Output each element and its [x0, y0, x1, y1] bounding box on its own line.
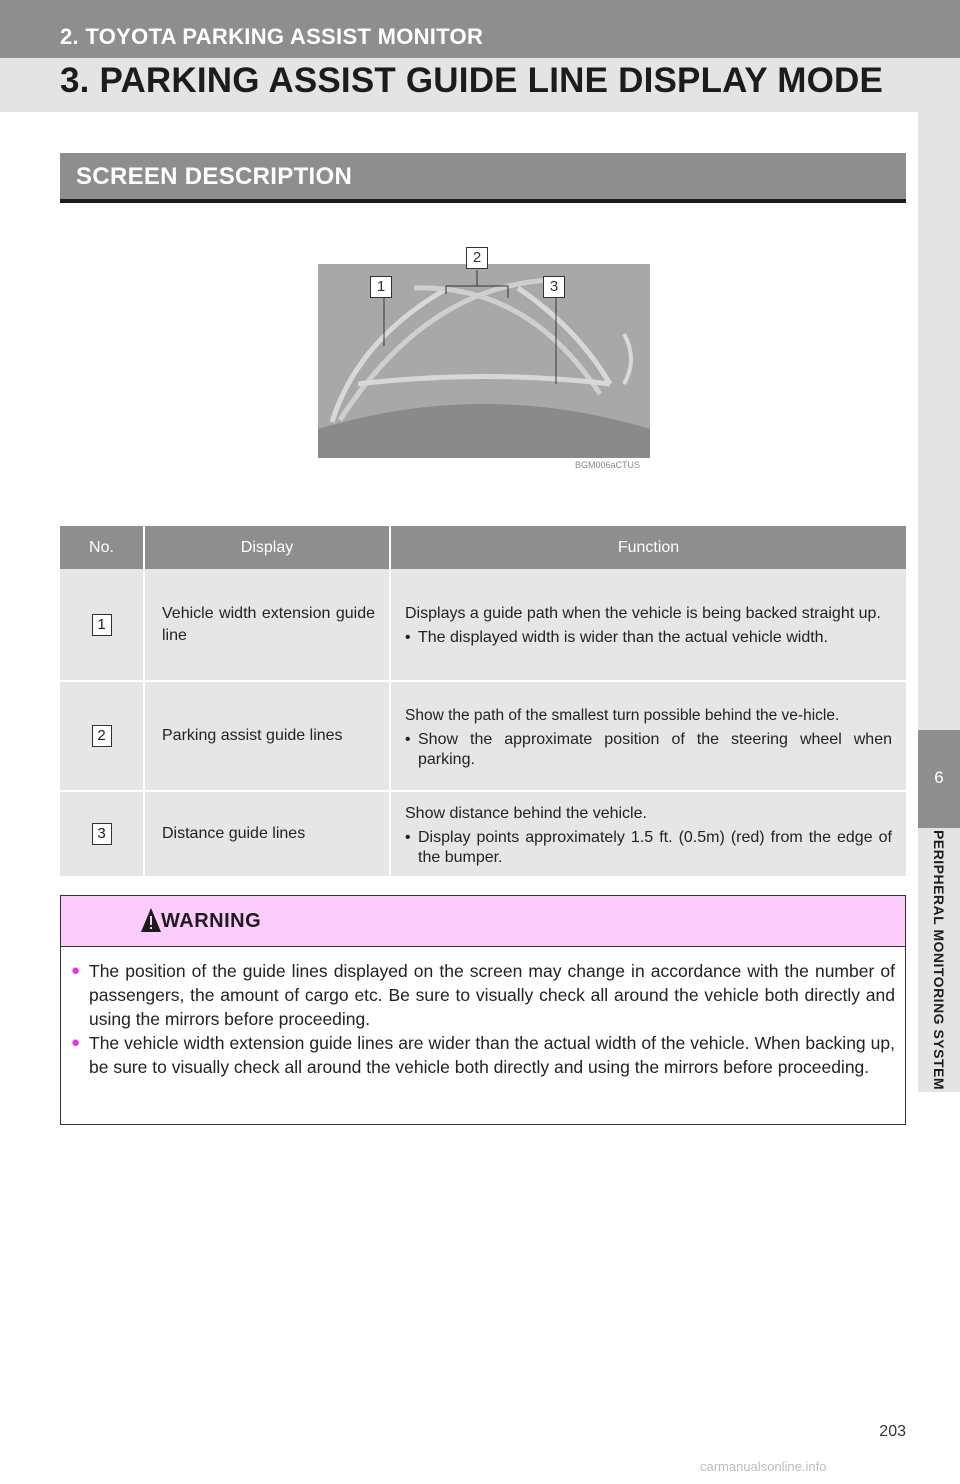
page-number: 203 — [879, 1423, 906, 1440]
bullet-dot-icon: • — [405, 629, 411, 646]
table-header-row — [60, 526, 906, 569]
table-row — [60, 791, 906, 877]
row-number: 3 — [92, 823, 112, 845]
warning-header — [61, 896, 905, 947]
watermark: carmanualsonline.info — [700, 1459, 827, 1474]
row-bullet: • Display points approximately 1.5 ft. (0.5m) (red) from the edge of the bumper. — [405, 828, 892, 866]
header-function: Function — [390, 526, 906, 569]
bullet-circle-icon: ● — [71, 962, 81, 979]
callout-3: 3 — [543, 276, 565, 298]
callout-2: 2 — [466, 247, 488, 269]
description-table — [60, 526, 906, 878]
callout-1: 1 — [370, 276, 392, 298]
row-number: 2 — [92, 725, 112, 747]
bullet-dot-icon: • — [405, 828, 411, 846]
row-bullet: • Show the approximate position of the steering wheel when parking. — [405, 730, 892, 768]
table-row — [60, 681, 906, 791]
bullet-dot-icon: • — [405, 730, 411, 748]
chapter-number: 6 — [934, 768, 944, 787]
bullet-circle-icon: ● — [71, 1034, 81, 1051]
camera-view-illustration — [318, 244, 650, 472]
header-display: Display — [144, 526, 390, 569]
row-bullet: • The displayed width is wider than the actual vehicle width. — [405, 629, 828, 646]
warning-title: WARNING — [161, 910, 262, 932]
row-number: 1 — [92, 614, 112, 636]
camera-screen-figure — [318, 244, 650, 472]
section-label: 2. TOYOTA PARKING ASSIST MONITOR — [60, 24, 484, 49]
row-display: Distance guide lines — [144, 791, 390, 877]
header-no: No. — [60, 526, 144, 569]
warning-item: ● The position of the guide lines displayed on the screen may change in accordance with the number of passengers, the amount of cargo etc. Be sure to visually check all around the vehicle both directly and using the mirrors before proceeding. — [71, 961, 895, 1029]
table-row — [60, 569, 906, 681]
row-function: Displays a guide path when the vehicle is being backed straight up. — [405, 605, 881, 622]
row-function: Show the path of the smallest turn possible behind the ve-hicle. — [405, 706, 840, 724]
figure-code: BGM006aCTUS — [575, 460, 641, 470]
row-function: Show distance behind the vehicle. — [405, 804, 647, 822]
warning-triangle-icon — [140, 906, 162, 934]
page-header — [0, 0, 960, 112]
chapter-side-tab — [918, 0, 960, 1484]
section-heading-text: SCREEN DESCRIPTION — [76, 163, 353, 190]
warning-box — [60, 895, 906, 1125]
row-display: Vehicle width extension guide line — [144, 569, 390, 681]
chapter-name: PERIPHERAL MONITORING SYSTEM — [931, 829, 947, 1091]
warning-item: ● The vehicle width extension guide lines are wider than the actual width of the vehicle. When backing up, be sure to visually check all around the vehicle both directly and using the mirrors before proceeding. — [71, 1033, 895, 1077]
page-title: 3. PARKING ASSIST GUIDE LINE DISPLAY MODE — [60, 61, 884, 100]
screen-description-heading — [60, 153, 906, 203]
row-display: Parking assist guide lines — [144, 681, 390, 791]
